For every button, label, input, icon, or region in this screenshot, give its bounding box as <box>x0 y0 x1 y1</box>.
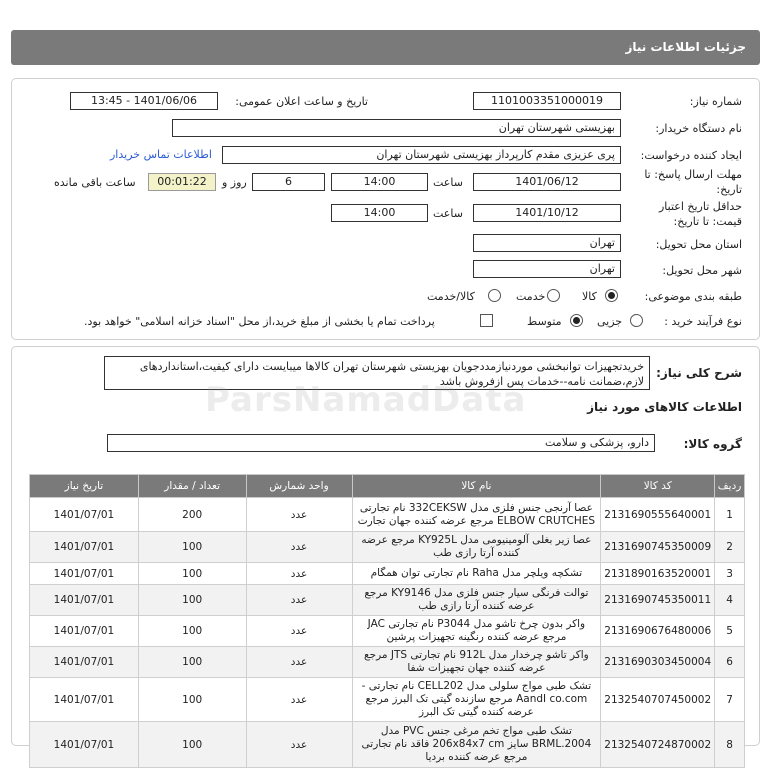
days-field: 6 <box>252 173 325 191</box>
item-code-cell: 2131690745350009 <box>601 532 715 563</box>
unit-cell: عدد <box>246 616 352 647</box>
description-label: شرح کلی نیاز: <box>656 366 742 380</box>
item-name-cell: واکر بدون چرخ تاشو مدل P3044 نام تجارتی JAC مرجع عرضه کننده رنگینه تجهیزات پرشین <box>352 616 601 647</box>
row-number-cell: 5 <box>715 616 745 647</box>
treasury-payment-note: پرداخت تمام یا بخشی از مبلغ خرید،از محل "اسناد خزانه اسلامی" خواهد بود. <box>84 315 435 328</box>
process-partial-radio[interactable] <box>630 314 643 327</box>
item-name-cell: واکر تاشو چرخدار مدل 912L نام تجارتی JTS مرجع عرضه کننده جهان تجهیزات شفا <box>352 647 601 678</box>
category-goods-label: کالا <box>582 290 597 303</box>
item-code-cell: 2131690676480006 <box>601 616 715 647</box>
need-date-cell: 1401/07/01 <box>30 498 139 532</box>
row-number-cell: 4 <box>715 585 745 616</box>
need-date-cell: 1401/07/01 <box>30 678 139 722</box>
need-date-cell: 1401/07/01 <box>30 585 139 616</box>
row-number-cell: 1 <box>715 498 745 532</box>
row-number-cell: 6 <box>715 647 745 678</box>
quantity-cell: 100 <box>138 616 246 647</box>
quantity-cell: 200 <box>138 498 246 532</box>
quantity-cell: 100 <box>138 647 246 678</box>
remaining-time-field: 00:01:22 <box>148 173 216 191</box>
unit-cell: عدد <box>246 498 352 532</box>
table-row[interactable] <box>30 678 745 722</box>
province-field: تهران <box>473 234 621 252</box>
row-number-cell: 2 <box>715 532 745 563</box>
city-label: شهر محل تحویل: <box>662 264 742 277</box>
quantity-cell: 100 <box>138 563 246 585</box>
row-number-cell: 3 <box>715 563 745 585</box>
col-header-name: نام کالا <box>352 475 601 498</box>
goods-section-title: اطلاعات کالاهای مورد نیاز <box>587 400 742 414</box>
item-name-cell: تشک طبی مواج تخم مرغی جنس PVC مدل BRML.2004 سایز 206x84x7 cm فاقد نام تجارتی مرجع عرضه کننده بردیا <box>352 722 601 768</box>
item-name-cell: توالت فرنگی سیار جنس فلزی مدل KY9146 مرجع عرضه کننده آرتا رازی طب <box>352 585 601 616</box>
item-code-cell: 2131690555640001 <box>601 498 715 532</box>
need-date-cell: 1401/07/01 <box>30 722 139 768</box>
process-label: نوع فرآیند خرید : <box>664 315 742 328</box>
col-header-unit: واحد شمارش <box>246 475 352 498</box>
buyer-contact-link[interactable]: اطلاعات تماس خریدار <box>110 148 212 161</box>
deadline-date-field: 1401/06/12 <box>473 173 621 191</box>
unit-cell: عدد <box>246 563 352 585</box>
col-header-row: ردیف <box>715 475 745 498</box>
validity-time-label: ساعت <box>433 207 463 220</box>
item-name-cell: تشک طبی مواج سلولی مدل CELL202 نام تجارتی -AandI co.com مرجع سازنده گیتی تک البرز مرجع عرضه کننده گیتی تک البرز <box>352 678 601 722</box>
goods-group-label: گروه کالا: <box>683 437 742 451</box>
table-row[interactable] <box>30 498 745 532</box>
unit-cell: عدد <box>246 722 352 768</box>
deadline-label-line1: مهلت ارسال پاسخ: تا <box>644 168 742 181</box>
validity-label-line1: حداقل تاریخ اعتبار <box>658 200 742 213</box>
unit-cell: عدد <box>246 585 352 616</box>
buyer-org-field: بهزیستی شهرستان تهران <box>172 119 621 137</box>
announce-field: 1401/06/06 - 13:45 <box>70 92 218 110</box>
description-field: خریدتجهیزات توانبخشی موردنیازمددجویان بهزیستی شهرستان تهران کالاها میبایست دارای کیفیت،استانداردهای لازم،ضمانت نامه--خدمات پس ازفروش باشد <box>104 356 650 390</box>
category-goods-radio[interactable] <box>605 289 618 302</box>
need-number-field: 1101003351000019 <box>473 92 621 110</box>
need-date-cell: 1401/07/01 <box>30 616 139 647</box>
row-number-cell: 8 <box>715 722 745 768</box>
announce-label: تاریخ و ساعت اعلان عمومی: <box>235 95 368 108</box>
process-medium-radio[interactable] <box>570 314 583 327</box>
process-partial-label: جزیی <box>597 315 623 328</box>
category-service-radio[interactable] <box>547 289 560 302</box>
item-code-cell: 2131690303450004 <box>601 647 715 678</box>
goods-group-field: دارو، پزشکی و سلامت <box>107 434 655 452</box>
row-number-cell: 7 <box>715 678 745 722</box>
col-header-qty: تعداد / مقدار <box>138 475 246 498</box>
validity-label-line2: قیمت: تا تاریخ: <box>673 215 742 228</box>
deadline-label-line2: تاریخ: <box>716 183 742 196</box>
validity-time-field: 14:00 <box>331 204 428 222</box>
item-code-cell: 2132540724870002 <box>601 722 715 768</box>
category-label: طبقه بندی موضوعی: <box>644 290 742 303</box>
item-code-cell: 2131690745350011 <box>601 585 715 616</box>
item-code-cell: 2132540707450002 <box>601 678 715 722</box>
deadline-time-field: 14:00 <box>331 173 428 191</box>
quantity-cell: 100 <box>138 678 246 722</box>
unit-cell: عدد <box>246 647 352 678</box>
quantity-cell: 100 <box>138 722 246 768</box>
remaining-label: ساعت باقی مانده <box>54 176 136 189</box>
goods-table <box>29 474 745 768</box>
table-row[interactable] <box>30 647 745 678</box>
unit-cell: عدد <box>246 678 352 722</box>
treasury-payment-checkbox[interactable] <box>480 314 493 327</box>
item-name-cell: عصا آرنجی جنس فلزی مدل 332CEKSW نام تجارتی ELBOW CRUTCHES مرجع عرضه کننده جهان تجارت <box>352 498 601 532</box>
table-row[interactable] <box>30 563 745 585</box>
col-header-code: کد کالا <box>601 475 715 498</box>
table-row[interactable] <box>30 616 745 647</box>
item-code-cell: 2131890163520001 <box>601 563 715 585</box>
days-label: روز و <box>222 176 247 189</box>
buyer-org-label: نام دستگاه خریدار: <box>655 122 742 135</box>
col-header-date: تاریخ نیاز <box>30 475 139 498</box>
unit-cell: عدد <box>246 532 352 563</box>
need-date-cell: 1401/07/01 <box>30 563 139 585</box>
item-name-cell: تشکچه ویلچر مدل Raha نام تجارتی توان همگام <box>352 563 601 585</box>
process-medium-label: متوسط <box>527 315 562 328</box>
city-field: تهران <box>473 260 621 278</box>
requester-field: پری عزیزی مقدم کارپرداز بهزیستی شهرستان تهران <box>222 146 621 164</box>
deadline-time-label: ساعت <box>433 176 463 189</box>
category-service-label: خدمت <box>516 290 546 303</box>
category-goods-service-label: کالا/خدمت <box>427 290 475 303</box>
page-header <box>11 30 760 65</box>
page-title: جزئیات اطلاعات نیاز <box>625 40 746 54</box>
need-date-cell: 1401/07/01 <box>30 532 139 563</box>
need-number-label: شماره نیاز: <box>689 95 742 108</box>
table-row[interactable] <box>30 585 745 616</box>
quantity-cell: 100 <box>138 532 246 563</box>
province-label: استان محل تحویل: <box>655 238 742 251</box>
validity-date-field: 1401/10/12 <box>473 204 621 222</box>
requester-label: ایجاد کننده درخواست: <box>640 149 742 162</box>
category-goods-service-radio[interactable] <box>488 289 501 302</box>
item-name-cell: عصا زیر بغلی آلومینیومی مدل KY925L مرجع عرضه کننده آرتا رازی طب <box>352 532 601 563</box>
table-row[interactable] <box>30 532 745 563</box>
quantity-cell: 100 <box>138 585 246 616</box>
table-header-row <box>30 475 745 498</box>
table-row[interactable] <box>30 722 745 768</box>
need-date-cell: 1401/07/01 <box>30 647 139 678</box>
